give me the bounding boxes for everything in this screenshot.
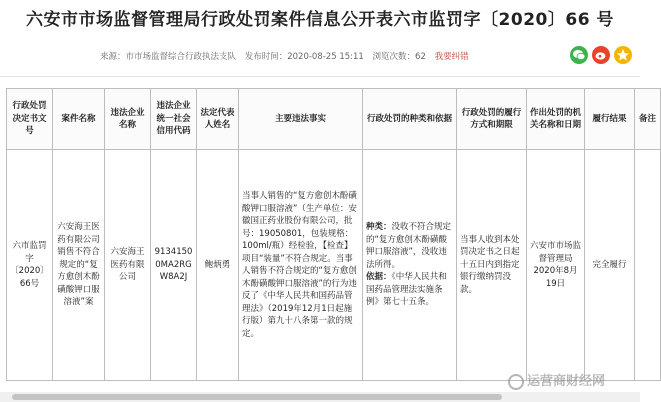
cell-authority: 六安市市场监督管理局 2020年8月19日 xyxy=(527,150,585,381)
cell-remark xyxy=(635,150,661,381)
table-header-row xyxy=(7,89,661,150)
basis-label: 依据： xyxy=(366,272,392,283)
watermark-logo-icon xyxy=(508,374,524,390)
view-count: 浏览次数：62 xyxy=(372,52,426,62)
divider xyxy=(0,76,640,77)
watermark xyxy=(508,370,605,390)
cell-case-name: 六安海王医药有限公司销售不符合规定的“复方愈创木酚磺酸钾口服溶液”案 xyxy=(53,150,105,381)
table-row xyxy=(7,150,661,381)
cell-performance: 当事人收到本处罚决定书之日起十五日内到指定银行缴纳罚没款。 xyxy=(457,150,527,381)
penalty-table xyxy=(6,88,661,381)
type-text: 没收不符合规定的“复方愈创木酚磺酸钾口服溶液”，没收违法所得。 xyxy=(366,222,452,270)
wechat-icon[interactable] xyxy=(570,46,588,64)
header-performance: 行政处罚的履行方式和期限 xyxy=(457,89,527,150)
header-facts: 主要违法事实 xyxy=(239,89,363,150)
header-case-name: 案件名称 xyxy=(53,89,105,150)
watermark-text: 运营商财经网 xyxy=(527,374,606,389)
basis-text: 《中华人民共和国药品管理法实施条例》第七十五条。 xyxy=(366,272,447,308)
cell-legal-rep: 鲍炳勇 xyxy=(197,150,239,381)
weibo-icon[interactable] xyxy=(592,46,610,64)
header-legal-rep: 法定代表人姓名 xyxy=(197,89,239,150)
header-authority: 作出处罚的机关名称和日期 xyxy=(527,89,585,150)
header-company: 违法企业名称 xyxy=(105,89,151,150)
page-title: 六安市市场监督管理局行政处罚案件信息公开表六市监罚字〔2020〕66 号 xyxy=(26,10,614,30)
header-doc-no: 行政处罚决定书文号 xyxy=(7,89,53,150)
cell-doc-no: 六市监罚字〔2020〕66号 xyxy=(7,150,53,381)
article-meta xyxy=(0,48,640,66)
header-credit-code: 违法企业统一社会信用代码 xyxy=(151,89,197,150)
qzone-icon[interactable] xyxy=(614,46,632,64)
cell-result: 完全履行 xyxy=(585,150,635,381)
report-error-link[interactable]: 我要纠错 xyxy=(434,52,469,62)
cell-type-basis xyxy=(363,150,457,381)
source-text: 来源：市市场监督综合行政执法支队 xyxy=(100,52,237,62)
header-remark: 备注 xyxy=(635,89,661,150)
cell-credit-code: 91341500MA2RGW8A2J xyxy=(151,150,197,381)
cell-facts: 当事人销售的“复方愈创木酚磺酸钾口服溶液”（生产单位：安徽国正药业股份有限公司，批号：19050801，包装规格：100ml/瓶）经检验，【检查】项目“装量”不符合规定。当事人销售不符合规定的“复方愈创木酚磺酸钾口服溶液”的行为违反了《中华人民共和国药品管理法》（2019年12月1日起施行版）第九十八条第一款的规定。 xyxy=(239,150,363,381)
publish-date: 发布时间：2020-08-25 15:11 xyxy=(244,52,364,62)
header-type-basis: 行政处罚的种类和依据 xyxy=(363,89,457,150)
header-result: 履行结果 xyxy=(585,89,635,150)
scrollbar-thumb[interactable] xyxy=(12,394,502,400)
cell-company: 六安海王医药有限公司 xyxy=(105,150,151,381)
type-label: 种类： xyxy=(366,222,392,233)
